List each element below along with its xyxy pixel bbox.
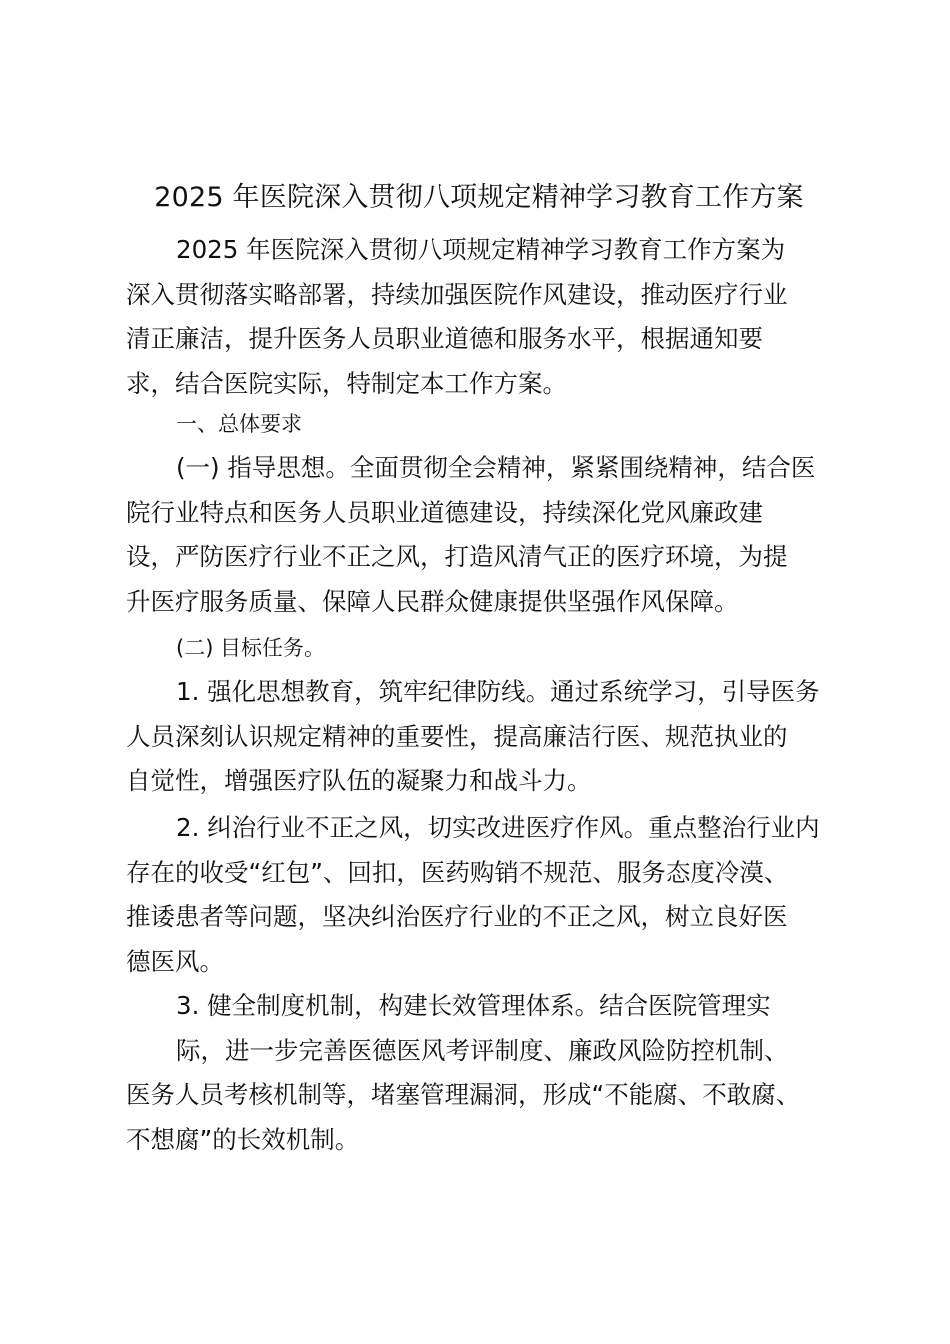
task-1-line: 人员深刻认识规定精神的重要性，提高廉洁行医、规范执业的	[126, 721, 788, 751]
section-heading-general-requirements: 一、总体要求	[176, 412, 302, 436]
intro-line: 深入贯彻落实略部署，持续加强医院作风建设，推动医疗行业	[126, 279, 788, 309]
task-1-line: 自觉性，增强医疗队伍的凝聚力和战斗力。	[126, 766, 592, 796]
guiding-line: (一) 指导思想。全面贯彻全会精神，紧紧围绕精神，结合医	[176, 453, 816, 482]
guiding-line: 设，严防医疗行业不正之风，打造风清气正的医疗环境，为提	[126, 542, 788, 572]
task-3-line: 3. 健全制度机制，构建长效管理体系。结合医院管理实	[176, 991, 771, 1020]
task-1-paragraph	[126, 670, 834, 804]
task-1-line: 1. 强化思想教育，筑牢纪律防线。通过系统学习，引导医务	[176, 677, 820, 706]
guiding-line: 升医疗服务质量、保障人民群众健康提供坚强作风保障。	[126, 586, 739, 616]
task-3-line: 医务人员考核机制等，堵塞管理漏洞，形成“不能腐、不敢腐、	[126, 1080, 801, 1110]
task-3-line: 不想腐”的长效机制。	[126, 1124, 360, 1154]
task-3-paragraph	[126, 984, 834, 1162]
intro-line: 求，结合医院实际，特制定本工作方案。	[126, 368, 567, 398]
subsection-heading-targets: (二) 目标任务。	[176, 636, 326, 660]
task-2-line: 存在的收受“红包”、回扣，医药购销不规范、服务态度冷漠、	[126, 857, 789, 887]
task-3-line: 际，进一步完善医德医风考评制度、廉政风险防控机制、	[176, 1035, 789, 1065]
guiding-thought-paragraph	[126, 446, 834, 624]
intro-line: 清正廉洁，提升医务人员职业道德和服务水平，根据通知要	[126, 324, 763, 354]
guiding-line: 院行业特点和医务人员职业道德建设，持续深化党风廉政建	[126, 497, 763, 527]
task-2-line: 2. 纠治行业不正之风，切实改进医疗作风。重点整治行业内	[176, 813, 820, 842]
task-2-line: 推诿患者等问题，坚决纠治医疗行业的不正之风，树立良好医	[126, 902, 788, 932]
task-2-line: 德医风。	[126, 946, 224, 976]
task-2-paragraph	[126, 806, 834, 984]
intro-line: 2025 年医院深入贯彻八项规定精神学习教育工作方案为	[176, 235, 786, 264]
intro-paragraph	[126, 228, 834, 406]
document-title: 2025 年医院深入贯彻八项规定精神学习教育工作方案	[154, 182, 804, 213]
